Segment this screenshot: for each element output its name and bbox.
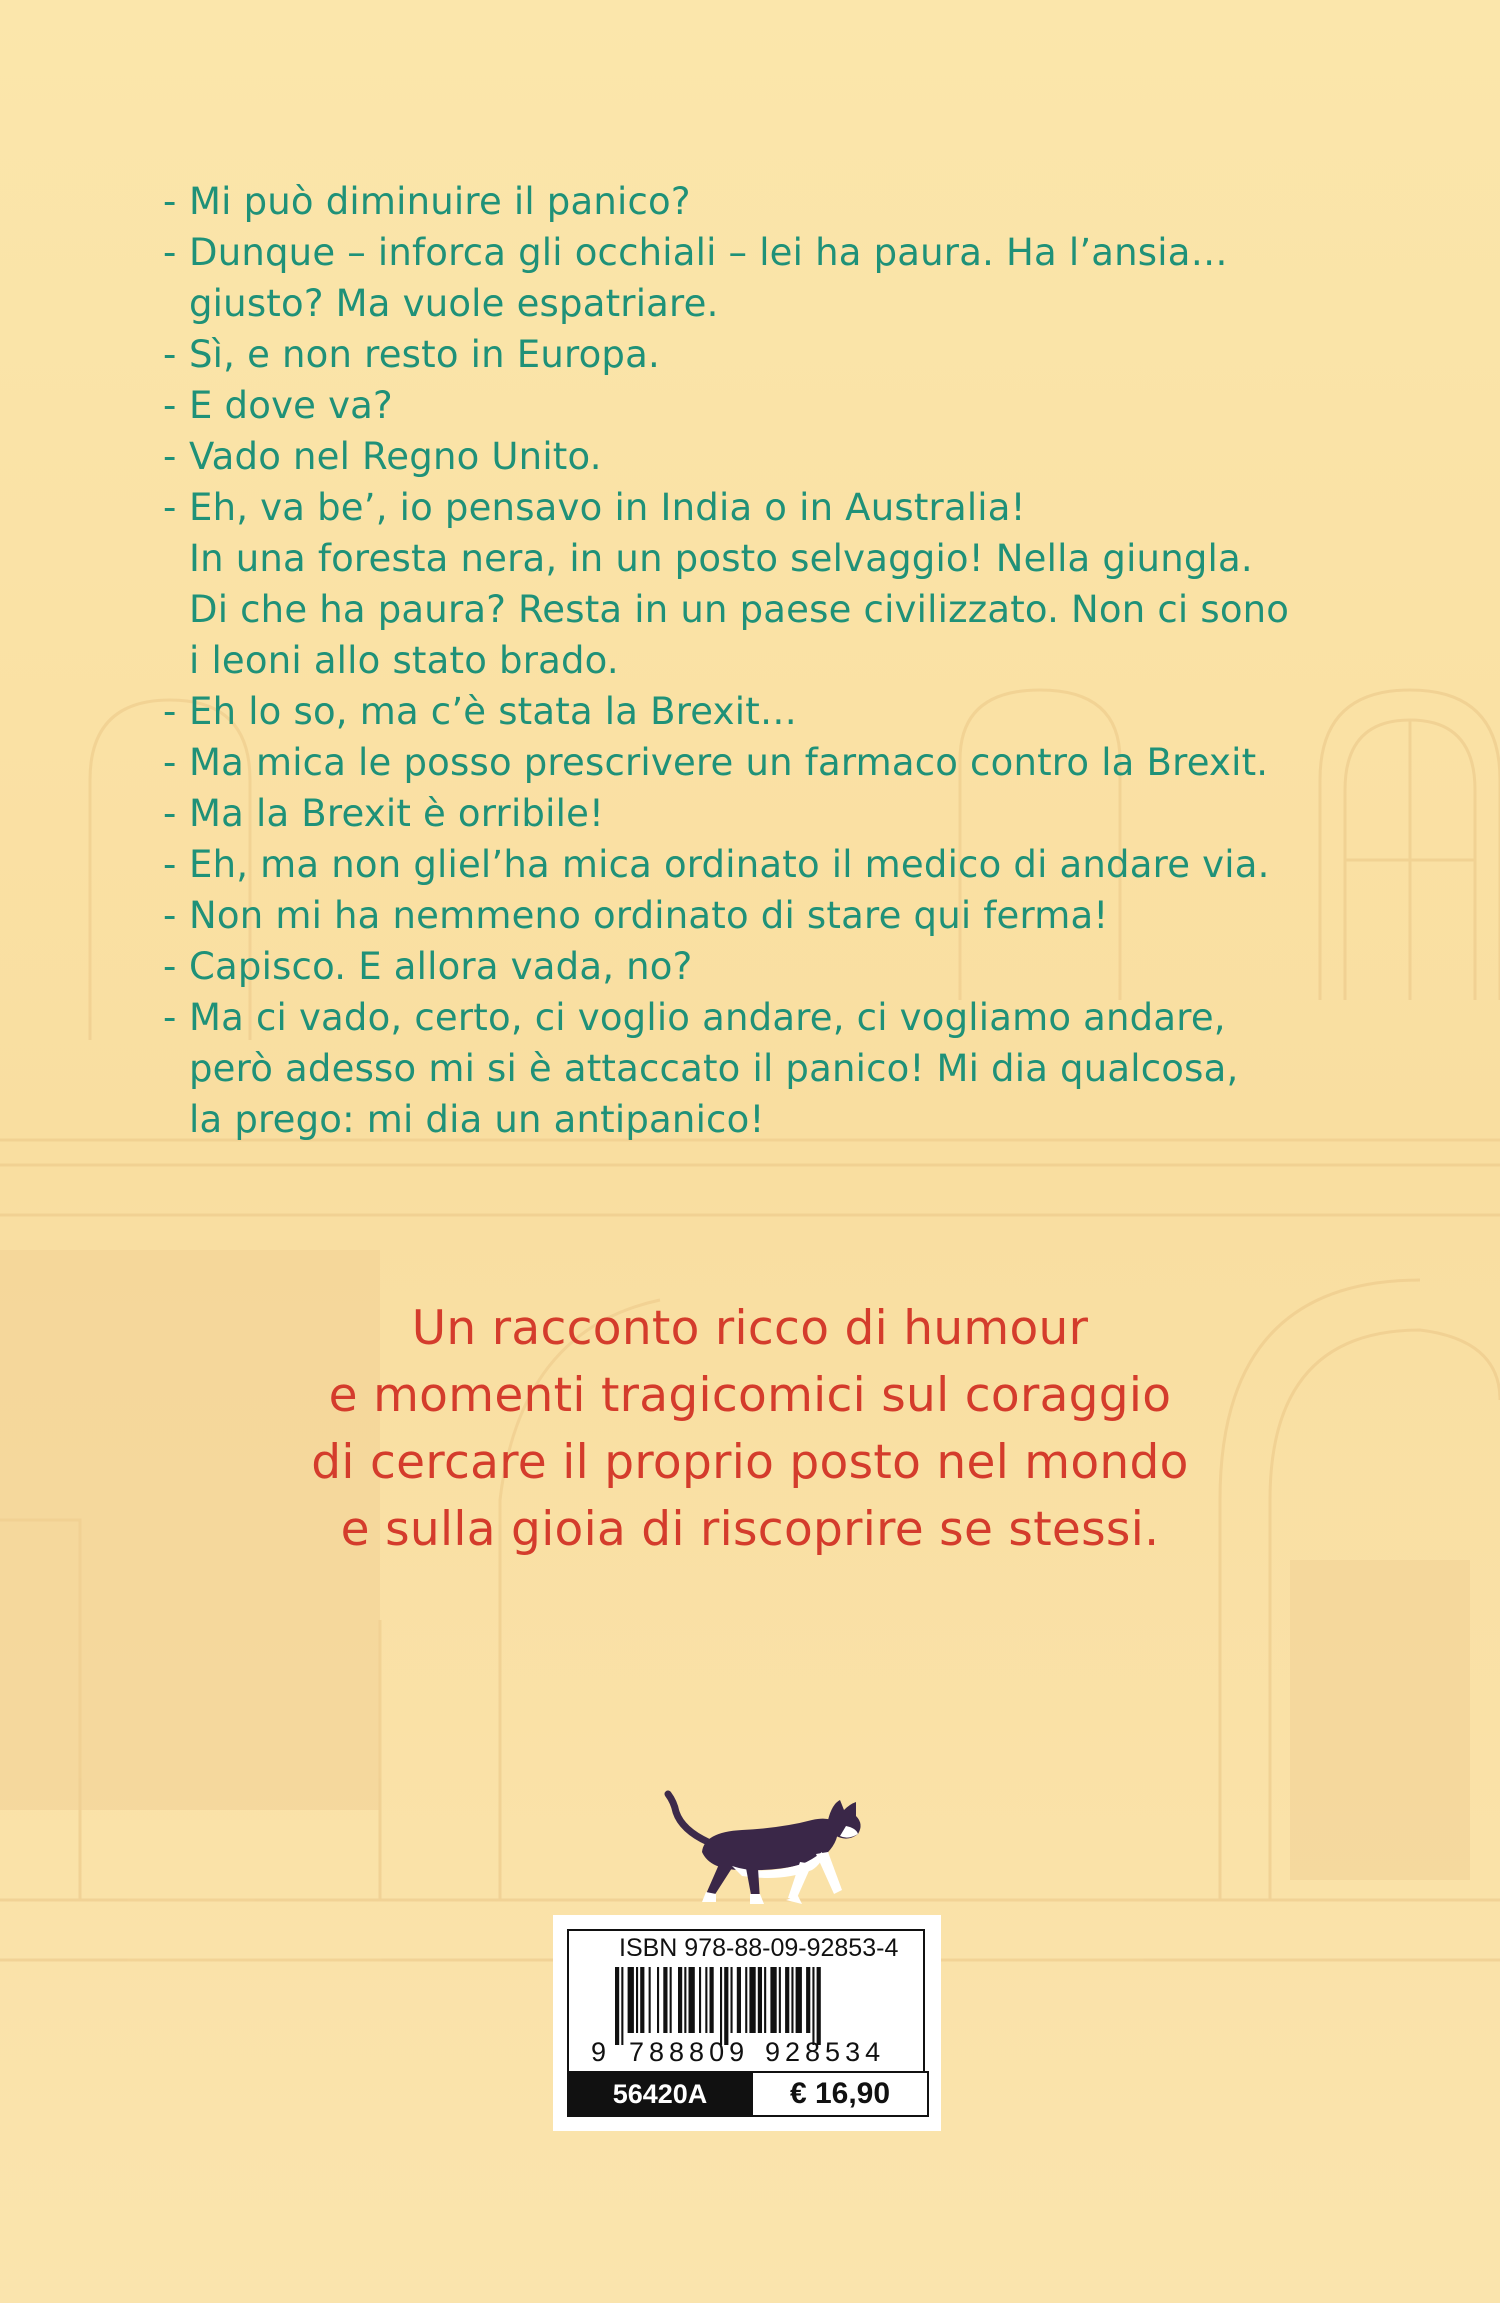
blurb-line: di cercare il proprio posto nel mondo — [311, 1435, 1189, 1490]
blurb-line: e momenti tragicomici sul coraggio — [328, 1368, 1172, 1423]
barcode-bar — [806, 1967, 810, 2033]
barcode-bar — [621, 1967, 623, 2045]
dialogue-line — [163, 890, 1363, 941]
dialogue-dash: - — [163, 894, 177, 937]
barcode-bar — [615, 1967, 619, 2045]
barcode-bar — [764, 1967, 766, 2033]
blurb-text — [0, 1295, 1500, 1563]
dialogue-line-text: Ma ci vado, certo, ci voglio andare, ci vogliamo andare, — [189, 996, 1226, 1039]
barcode-bar — [758, 1967, 762, 2033]
price-label: € 16,90 — [751, 2073, 927, 2115]
barcode-bar — [670, 1967, 672, 2033]
barcode-left-digits: 788809 — [629, 2037, 750, 2067]
dialogue-dash: - — [163, 333, 177, 376]
dialogue-continuation: In una foresta nera, in un posto selvaggio! Nella giungla. — [189, 537, 1253, 580]
blurb-line: Un racconto ricco di humour — [411, 1301, 1089, 1356]
dialogue-dash: - — [163, 231, 177, 274]
code-price-row — [567, 2071, 929, 2117]
barcode-bar — [791, 1967, 793, 2033]
dialogue-line-text: Ma mica le posso prescrivere un farmaco contro la Brexit. — [189, 741, 1269, 784]
dialogue-line-text: Capisco. E allora vada, no? — [189, 945, 693, 988]
barcode-bar — [796, 1967, 802, 2033]
barcode-frame — [567, 1929, 925, 2117]
dialogue-line-text: Eh, ma non gliel’ha mica ordinato il medico di andare via. — [189, 843, 1270, 886]
dialogue-line-text: Sì, e non resto in Europa. — [189, 333, 660, 376]
product-code: 56420A — [569, 2073, 751, 2115]
barcode-first-digit: 9 — [591, 2037, 607, 2067]
dialogue-line-text: Dunque – inforca gli occhiali – lei ha paura. Ha l’ansia… — [189, 231, 1228, 274]
barcode-bar — [628, 1967, 634, 2033]
barcode-bar — [649, 1967, 651, 2033]
dialogue-continuation: la prego: mi dia un antipanico! — [189, 1098, 765, 1141]
dialogue-line — [163, 737, 1363, 788]
dialogue-dash: - — [163, 384, 177, 427]
barcode-bar — [705, 1967, 707, 2033]
dialogue-line — [163, 686, 1363, 737]
dialogue-dash: - — [163, 843, 177, 886]
barcode-bar — [785, 1967, 789, 2033]
dialogue-line-text: Mi può diminuire il panico? — [189, 180, 691, 223]
barcode-right-digits: 928534 — [765, 2037, 886, 2067]
barcode-bar — [724, 1967, 728, 2045]
dialogue-dash: - — [163, 741, 177, 784]
barcode-bar — [640, 1967, 644, 2033]
dialogue-continuation: però adesso mi si è attaccato il panico! Mi dia qualcosa, — [189, 1047, 1239, 1090]
dialogue-line — [163, 176, 1363, 227]
barcode-bar — [720, 1967, 722, 2045]
dialogue-dash: - — [163, 435, 177, 478]
barcode-bar — [812, 1967, 814, 2045]
barcode-bars — [615, 1967, 895, 2045]
dialogue-text — [163, 176, 1363, 1145]
dialogue-dash: - — [163, 486, 177, 529]
barcode-bar — [663, 1967, 667, 2033]
barcode-bar — [770, 1967, 776, 2033]
dialogue-line — [163, 329, 1363, 380]
isbn-text: ISBN 978-88-09-92853-4 — [619, 1934, 899, 1962]
blurb-line: e sulla gioia di riscoprire se stessi. — [340, 1502, 1160, 1557]
dialogue-line-text: E dove va? — [189, 384, 393, 427]
barcode-bar — [731, 1967, 733, 2033]
dialogue-line-text: Eh, va be’, io pensavo in India o in Australia! — [189, 486, 1026, 529]
barcode-bar — [684, 1967, 686, 2033]
dialogue-line — [163, 839, 1363, 890]
dialogue-dash: - — [163, 792, 177, 835]
barcode-bar — [710, 1967, 714, 2033]
barcode-bar — [689, 1967, 695, 2033]
dialogue-continuation: i leoni allo stato brado. — [189, 639, 619, 682]
barcode-bar — [737, 1967, 741, 2033]
dialogue-line — [163, 380, 1363, 431]
dialogue-line-text: Ma la Brexit è orribile! — [189, 792, 605, 835]
dialogue-dash: - — [163, 996, 177, 1039]
barcode-bar — [699, 1967, 701, 2033]
barcode-bar — [657, 1967, 659, 2033]
barcode-bar — [678, 1967, 682, 2033]
dialogue-continuation: Di che ha paura? Resta in un paese civilizzato. Non ci sono — [189, 588, 1290, 631]
dialogue-dash: - — [163, 180, 177, 223]
dialogue-line-text: Vado nel Regno Unito. — [189, 435, 602, 478]
barcode-bar — [749, 1967, 755, 2033]
dialogue-line-text: Eh lo so, ma c’è stata la Brexit… — [189, 690, 798, 733]
walking-cat-illustration — [662, 1790, 882, 1910]
barcode-bar — [817, 1967, 821, 2045]
barcode-bar — [745, 1967, 747, 2033]
dialogue-line-text: Non mi ha nemmeno ordinato di stare qui ferma! — [189, 894, 1109, 937]
barcode-label — [553, 1915, 941, 2131]
dialogue-dash: - — [163, 945, 177, 988]
dialogue-line — [163, 992, 1363, 1043]
dialogue-line — [163, 482, 1363, 533]
dialogue-line — [163, 941, 1363, 992]
dialogue-line — [163, 788, 1363, 839]
dialogue-line — [163, 431, 1363, 482]
barcode-bar — [779, 1967, 781, 2033]
barcode-bar — [636, 1967, 638, 2033]
dialogue-line — [163, 227, 1363, 278]
dialogue-dash: - — [163, 690, 177, 733]
dialogue-continuation: giusto? Ma vuole espatriare. — [189, 282, 719, 325]
